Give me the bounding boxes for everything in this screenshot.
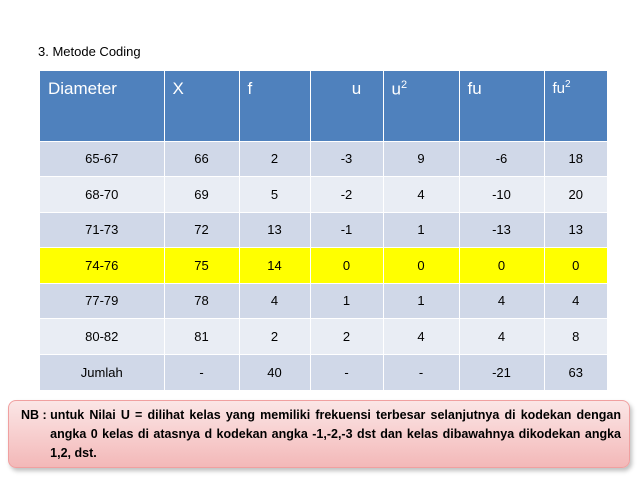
table-cell: 1 [383, 283, 459, 319]
table-cell: 5 [239, 177, 310, 213]
table-body [40, 141, 607, 390]
table-cell: 65-67 [40, 141, 164, 177]
table-cell: -1 [310, 212, 383, 248]
table-cell: -2 [310, 177, 383, 213]
table-cell: 40 [239, 354, 310, 390]
table-cell: 8 [544, 319, 607, 355]
table-cell: 63 [544, 354, 607, 390]
table-cell: 14 [239, 248, 310, 284]
table-row [40, 177, 607, 213]
table-cell: 80-82 [40, 319, 164, 355]
table-row [40, 354, 607, 390]
table-cell: 66 [164, 141, 239, 177]
header-fu: fu [459, 71, 544, 141]
table-row [40, 248, 607, 284]
table-cell: - [383, 354, 459, 390]
table-cell: 78 [164, 283, 239, 319]
note-label: NB : [21, 408, 51, 422]
table-row [40, 212, 607, 248]
table-cell: -10 [459, 177, 544, 213]
table-cell: 1 [310, 283, 383, 319]
table-cell: -3 [310, 141, 383, 177]
table-cell: - [164, 354, 239, 390]
table-cell: 4 [459, 283, 544, 319]
note-text: untuk Nilai U = dilihat kelas yang memiliki frekuensi terbesar selanjutnya di kodekan dengan angka 0 kelas di atasnya d kodekan angka -1,-2,-3 dst dan kelas dibawahnya dikodekan angka 1,2, dst. [50, 408, 621, 460]
table-cell: 13 [239, 212, 310, 248]
table-cell: - [310, 354, 383, 390]
table-cell: 0 [459, 248, 544, 284]
header-fu-squared: $fu^2$ [544, 71, 607, 141]
header-u-squared: $u^2$ [383, 71, 459, 141]
table-cell: 2 [310, 319, 383, 355]
table-cell: 0 [383, 248, 459, 284]
table-cell: 4 [544, 283, 607, 319]
coding-table [40, 71, 607, 390]
table-cell: 0 [310, 248, 383, 284]
table-cell: 4 [383, 177, 459, 213]
table-cell: 18 [544, 141, 607, 177]
table-header-row [40, 71, 607, 141]
table-cell: 1 [383, 212, 459, 248]
table-cell: 68-70 [40, 177, 164, 213]
table-cell: 69 [164, 177, 239, 213]
header-u: u [310, 71, 383, 141]
table-cell: -6 [459, 141, 544, 177]
note-box [8, 400, 630, 468]
table-cell: 2 [239, 319, 310, 355]
table-cell: 81 [164, 319, 239, 355]
table-cell: 13 [544, 212, 607, 248]
header-x: X [164, 71, 239, 141]
table-cell: 4 [459, 319, 544, 355]
table-cell: Jumlah [40, 354, 164, 390]
table-cell: 75 [164, 248, 239, 284]
table-row [40, 319, 607, 355]
header-f: f [239, 71, 310, 141]
table-cell: 71-73 [40, 212, 164, 248]
table-cell: 9 [383, 141, 459, 177]
table-cell: 4 [383, 319, 459, 355]
table-cell: 77-79 [40, 283, 164, 319]
section-heading: 3. Metode Coding [38, 44, 141, 59]
table-cell: -13 [459, 212, 544, 248]
table-row [40, 283, 607, 319]
table-cell: 72 [164, 212, 239, 248]
table-cell: 4 [239, 283, 310, 319]
table-cell: 2 [239, 141, 310, 177]
table-cell: 20 [544, 177, 607, 213]
table-cell: 74-76 [40, 248, 164, 284]
header-diameter: Diameter [40, 71, 164, 141]
table-cell: -21 [459, 354, 544, 390]
table-row [40, 141, 607, 177]
table-cell: 0 [544, 248, 607, 284]
